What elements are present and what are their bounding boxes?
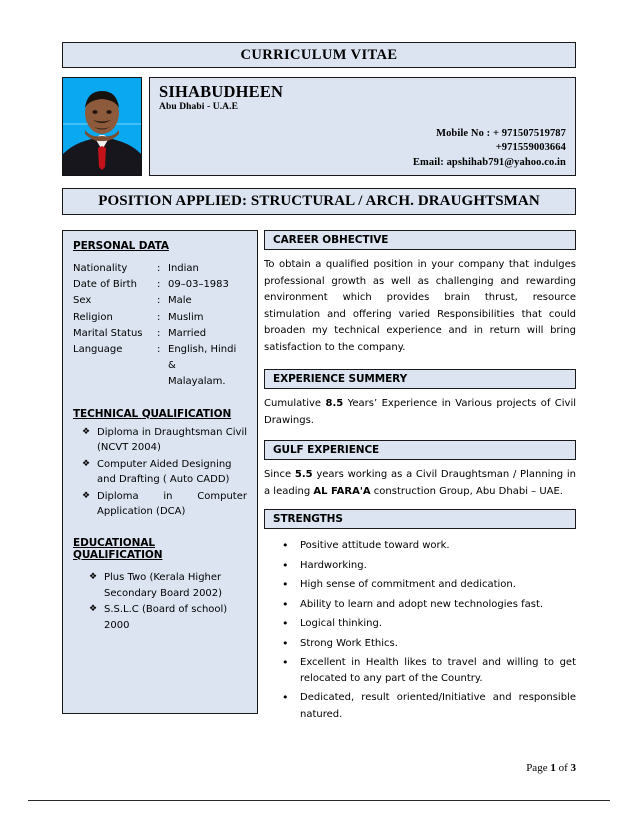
spacer (264, 356, 576, 369)
experience-summary-text (264, 396, 576, 429)
pd-colon: : (157, 311, 161, 323)
diamond-bullet-icon: ❖ (82, 426, 91, 437)
dot-bullet-icon: • (282, 558, 289, 572)
personal-data-heading: PERSONAL DATA (73, 240, 169, 252)
educational-qualification-item-0: Plus Two (Kerala Higher Secondary Board 2002) (104, 571, 223, 599)
pd-colon: : (157, 295, 161, 307)
candidate-name: SIHABUDHEEN (159, 82, 284, 101)
footer-total-pages: 3 (570, 762, 576, 774)
email-label: Email: (412, 156, 444, 168)
header-name-box (149, 77, 576, 176)
candidate-location: Abu Dhabi - U.A.E (159, 102, 239, 113)
technical-qualification-section (73, 408, 247, 520)
strength-item-6: Excellent in Health likes to travel and willing to get relocated to any part of the Country. (300, 657, 576, 685)
dot-bullet-icon: • (282, 597, 289, 611)
pd-colon: : (157, 263, 161, 274)
list-item (264, 538, 576, 555)
strength-item-4: Logical thinking. (300, 618, 383, 629)
table-row (73, 342, 247, 374)
list-item (73, 457, 247, 488)
email-line (413, 156, 566, 170)
strength-item-5: Strong Work Ethics. (300, 637, 398, 649)
diamond-bullet-icon: ❖ (89, 603, 98, 614)
list-item (73, 602, 247, 634)
strength-item-3: Ability to learn and adopt new technologies fast. (300, 598, 544, 610)
pd-label-dob: Date of Birth (73, 279, 137, 291)
gulf-experience-heading: GULF EXPERIENCE (264, 440, 576, 460)
position-applied-text: POSITION APPLIED: STRUCTURAL / ARCH. DRAUGHTSMAN (98, 193, 540, 209)
gulf-text-before: Since (264, 469, 295, 480)
avatar (62, 77, 142, 176)
pd-colon: : (157, 327, 161, 339)
gulf-text-after: construction Group, Abu Dhabi – UAE. (370, 485, 563, 497)
dot-bullet-icon: • (282, 636, 289, 650)
educational-qualification-item-1: S.S.L.C (Board of school) 2000 (104, 603, 228, 632)
position-applied-bar (62, 188, 576, 215)
footer-middle: of (555, 762, 571, 774)
list-item (264, 690, 576, 722)
list-item (264, 636, 576, 653)
dot-bullet-icon: • (282, 656, 289, 669)
diamond-bullet-icon: ❖ (89, 571, 98, 582)
pd-label-religion: Religion (73, 311, 113, 323)
list-item (264, 616, 576, 633)
exp-text-before: Cumulative (264, 398, 326, 409)
dot-bullet-icon: • (282, 691, 289, 705)
left-sidebar-panel (62, 230, 258, 714)
list-item (264, 597, 576, 614)
list-item (73, 570, 247, 602)
table-row (73, 310, 247, 326)
pd-value-sex: Male (168, 295, 192, 307)
gulf-years-highlight: 5.5 (294, 469, 313, 480)
dot-bullet-icon: • (282, 617, 289, 630)
pd-label-sex: Sex (73, 295, 92, 307)
gulf-text-middle: years working as a Civil Draughtsman / Planning in a leading (264, 469, 576, 497)
gulf-company-highlight: AL FARA'A (313, 485, 371, 497)
mobile-number-1: + 971507519787 (492, 127, 566, 139)
document-title-bar (62, 42, 576, 68)
dot-bullet-icon: • (282, 578, 289, 591)
footer-divider (28, 800, 610, 801)
career-objective-heading: CAREER OBHECTIVE (264, 230, 576, 250)
pd-value-dob: 09–03–1983 (168, 279, 229, 291)
pd-colon: : (157, 343, 161, 355)
strength-item-0: Positive attitude toward work. (300, 540, 450, 551)
list-item (73, 489, 247, 520)
pd-colon: : (157, 279, 161, 291)
passport-photo-icon (63, 78, 141, 175)
personal-data-table (73, 261, 247, 391)
career-objective-text: To obtain a qualified position in your company that indulges professional growth as well as challenging and rewarding environment which provides brain thrust, resource stimulation and offering varied Responsibilities that could broaden my technical experience and in return will bring satisfaction to the company. (264, 259, 576, 353)
strengths-list (264, 538, 576, 723)
exp-text-after: Years’ Experience in Various projects of Civil Drawings. (264, 398, 576, 426)
table-row (73, 326, 247, 342)
technical-qualification-item-2: Diploma in Computer Application (DCA) (97, 490, 247, 517)
mobile-number-2: +971559003664 (495, 142, 566, 154)
table-row (73, 293, 247, 309)
diamond-bullet-icon: ❖ (82, 490, 91, 501)
page-footer (62, 762, 576, 774)
technical-qualification-list (73, 425, 247, 520)
list-item (264, 577, 576, 594)
strength-item-2: High sense of commitment and dedication. (300, 579, 516, 590)
strength-item-1: Hardworking. (300, 559, 367, 571)
diamond-bullet-icon: ❖ (82, 458, 91, 469)
educational-qualification-list (73, 570, 247, 635)
main-content-column (264, 230, 576, 726)
technical-qualification-item-1: Computer Aided Designing and Drafting ( Auto CADD) (97, 458, 232, 485)
dot-bullet-icon: • (282, 539, 289, 552)
experience-summary-heading: EXPERIENCE SUMMERY (264, 369, 576, 389)
educational-qualification-section (73, 537, 247, 635)
spacer (264, 429, 576, 440)
technical-qualification-heading: TECHNICAL QUALIFICATION (73, 407, 232, 420)
page-title: CURRICULUM VITAE (240, 46, 398, 63)
pd-value-language-line2: Malayalam. (168, 376, 226, 388)
pd-value-marital-status: Married (168, 327, 207, 339)
list-item (264, 655, 576, 687)
email-address: apshihab791@yahoo.co.in (446, 156, 566, 168)
exp-years-highlight: 8.5 (325, 398, 344, 409)
list-item (264, 558, 576, 575)
educational-qualification-heading: EDUCATIONAL QUALIFICATION (73, 536, 163, 561)
mobile-line-1 (413, 127, 566, 141)
pd-label-language: Language (73, 343, 123, 355)
pd-value-language: English, Hindi & (168, 343, 237, 372)
strength-item-7: Dedicated, result oriented/Initiative and responsible natured. (300, 692, 576, 720)
footer-prefix: Page (526, 762, 551, 774)
pd-value-religion: Muslim (168, 311, 204, 323)
technical-qualification-item-0: Diploma in Draughtsman Civil (NCVT 2004) (97, 426, 247, 453)
strengths-heading: STRENGTHS (264, 509, 576, 529)
table-row (73, 261, 247, 277)
spacer (264, 500, 576, 509)
mobile-label: Mobile No : (436, 127, 491, 139)
pd-label-nationality: Nationality (73, 263, 128, 274)
pd-value-nationality: Indian (168, 263, 199, 274)
table-row (73, 277, 247, 293)
footer-page-number: 1 (550, 762, 556, 774)
pd-label-marital-status: Marital Status (73, 327, 143, 339)
contact-block (413, 127, 566, 170)
gulf-experience-text (264, 467, 576, 500)
list-item (73, 425, 247, 456)
